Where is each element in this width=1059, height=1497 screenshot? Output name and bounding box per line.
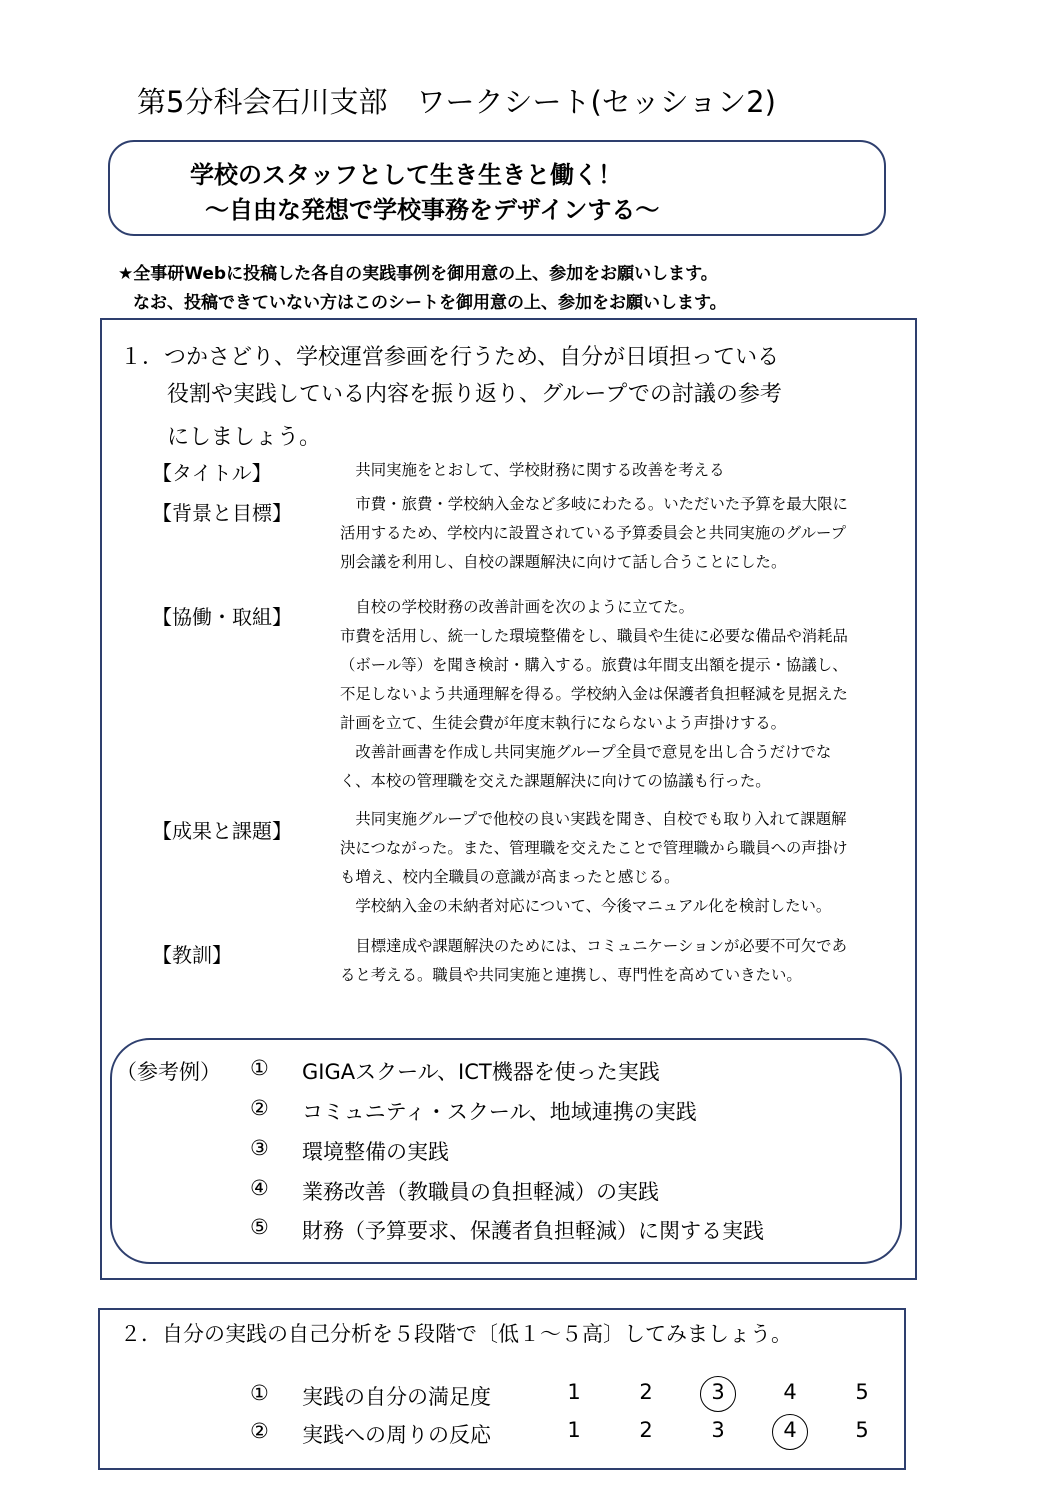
field-line: 共同実施をとおして、学校財務に関する改善を考える xyxy=(340,461,725,479)
reference-item-number: ③ xyxy=(250,1136,269,1160)
section2-question: ２．自分の実践の自己分析を５段階で〔低１～５高〕してみましょう。 xyxy=(120,1322,792,1346)
section1-question-line-1: １．つかさどり、学校運営参画を行うため、自分が日頃担っている xyxy=(120,345,780,370)
field-line: 市費・旅費・学校納入金など多岐にわたる。いただいた予算を最大限に xyxy=(340,495,848,513)
field-line: 改善計画書を作成し共同実施グループ全員で意見を出し合うだけでな xyxy=(340,743,832,761)
field-label-background: 【背景と目標】 xyxy=(152,501,292,525)
reference-item-text: 財務（予算要求、保護者負担軽減）に関する実践 xyxy=(302,1219,764,1243)
reference-item-number: ② xyxy=(250,1096,269,1120)
field-line: も増え、校内全職員の意識が高まったと感じる。 xyxy=(340,868,680,886)
reference-heading: （参考例） xyxy=(116,1060,221,1084)
rating-label: 実践の自分の満足度 xyxy=(302,1385,491,1409)
rating-option[interactable]: 5 xyxy=(855,1380,869,1404)
field-label-lessons: 【教訓】 xyxy=(152,943,232,967)
field-text-background xyxy=(340,490,912,577)
rating-label: 実践への周りの反応 xyxy=(302,1423,491,1447)
field-line: 計画を立て、生徒会費が年度末執行にならないよう声掛けする。 xyxy=(340,714,787,732)
field-line: 自校の学校財務の改善計画を次のように立てた。 xyxy=(340,598,694,616)
rating-option[interactable]: 2 xyxy=(639,1380,653,1404)
field-text-results xyxy=(340,805,912,921)
theme-line-2: ～自由な発想で学校事務をデザインする～ xyxy=(205,196,660,224)
field-line: 活用するため、学校内に設置されている予算委員会と共同実施のグループ xyxy=(340,524,847,542)
field-line: 不足しないよう共通理解を得る。学校納入金は保護者負担軽減を見据えた xyxy=(340,685,848,703)
field-line: 目標達成や課題解決のためには、コミュニケーションが必要不可欠であ xyxy=(340,937,847,955)
rating-option[interactable]: 4 xyxy=(783,1380,797,1404)
field-text-title xyxy=(340,456,912,485)
page-title: 第5分科会石川支部 ワークシート(セッション2) xyxy=(137,85,776,119)
field-line: く、本校の管理職を交えた課題解決に向けての協議も行った。 xyxy=(340,772,771,790)
field-line: ると考える。職員や共同実施と連携し、専門性を高めていきたい。 xyxy=(340,966,802,984)
field-label-title: 【タイトル】 xyxy=(152,461,272,485)
rating-option[interactable]: 4 xyxy=(783,1418,797,1442)
field-line: 学校納入金の未納者対応について、今後マニュアル化を検討したい。 xyxy=(340,897,832,915)
reference-item-text: コミュニティ・スクール、地域連携の実践 xyxy=(302,1100,697,1124)
rating-option[interactable]: 3 xyxy=(711,1380,725,1404)
selected-circle xyxy=(772,1414,808,1450)
rating-option[interactable]: 2 xyxy=(639,1418,653,1442)
note-line-2: なお、投稿できていない方はこのシートを御用意の上、参加をお願いします。 xyxy=(133,293,727,313)
section1-question-line-2: 役割や実践している内容を振り返り、グループでの討議の参考 xyxy=(167,382,782,407)
reference-item-text: GIGAスクール、ICT機器を使った実践 xyxy=(302,1060,660,1084)
rating-number: ② xyxy=(250,1419,269,1443)
reference-item-text: 業務改善（教職員の負担軽減）の実践 xyxy=(302,1180,659,1204)
rating-option[interactable]: 1 xyxy=(567,1380,581,1404)
reference-item-number: ① xyxy=(250,1056,269,1080)
rating-number: ① xyxy=(250,1381,269,1405)
selected-circle xyxy=(700,1376,736,1412)
field-text-lessons xyxy=(340,932,912,990)
section1-question-line-3: にしましょう。 xyxy=(167,425,322,450)
rating-option[interactable]: 3 xyxy=(711,1418,725,1442)
theme-line-1: 学校のスタッフとして生き生きと働く！ xyxy=(190,161,622,189)
field-text-collaboration xyxy=(340,593,912,796)
reference-item-text: 環境整備の実践 xyxy=(302,1140,449,1164)
field-line: 別会議を利用し、自校の課題解決に向けて話し合うことにした。 xyxy=(340,553,787,571)
field-line: 決につながった。また、管理職を交えたことで管理職から職員への声掛け xyxy=(340,839,848,857)
note-line-1: ★全事研Webに投稿した各自の実践事例を御用意の上、参加をお願いします。 xyxy=(118,264,718,284)
reference-item-number: ⑤ xyxy=(250,1215,269,1239)
field-line: （ボール等）を聞き検討・購入する。旅費は年間支出額を提示・協議し、 xyxy=(340,656,848,674)
rating-option[interactable]: 1 xyxy=(567,1418,581,1442)
field-label-collaboration: 【協働・取組】 xyxy=(152,605,292,629)
rating-option[interactable]: 5 xyxy=(855,1418,869,1442)
reference-item-number: ④ xyxy=(250,1176,269,1200)
field-line: 共同実施グループで他校の良い実践を聞き、自校でも取り入れて課題解 xyxy=(340,810,847,828)
field-line: 市費を活用し、統一した環境整備をし、職員や生徒に必要な備品や消耗品 xyxy=(340,627,848,645)
field-label-results: 【成果と課題】 xyxy=(152,819,292,843)
